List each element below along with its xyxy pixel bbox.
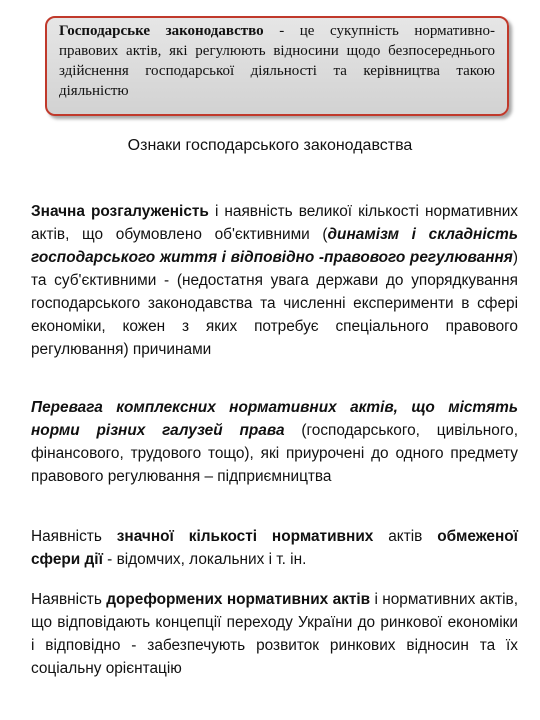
p1-text: і наявність великої кількості нормативних актів, що обумовлено об'єктивними (: [31, 203, 518, 243]
p4-text: і нормативних актів, що відповідають концепції переходу України до ринкової економіки і відповідно - забезпечують розвиток ринкових відносин та їх соціальну орієнтацію: [31, 591, 518, 677]
feature-paragraph-3: [31, 525, 518, 571]
p4-lead: Наявність: [31, 591, 107, 608]
p1-emphasis: Значна розгалуженість: [31, 203, 209, 220]
definition-term: Господарське законодавство: [59, 23, 264, 39]
p3-text: актів: [373, 528, 438, 545]
p2-emphasis: Перевага комплексних нормативних актів, що містять норми різних галузей права: [31, 399, 518, 439]
p3-emphasis-2: обмеженої сфери дії: [31, 528, 518, 568]
p1-objective-reasons: динамізм і складність господарського життя і відповідно -правового регулювання: [31, 226, 518, 266]
definition-box: [45, 16, 509, 116]
p3-text-end: - відомчих, локальних і т. ін.: [102, 551, 307, 568]
feature-paragraph-1: [31, 200, 518, 361]
p2-text: (господарського, цивільного, фінансового, трудового тощо), які приурочені до одного предмету правового регулювання – підприємництва: [31, 422, 518, 485]
p1-text-end: ) та суб'єктивними - (недостатня увага держави до упорядкування господарського законодавства та численні експерименти в сфері економіки, кожен з яких потребує спеціального правового регулювання) причинами: [31, 249, 518, 358]
p3-emphasis-1: значної кількості нормативних: [116, 528, 374, 545]
p4-emphasis: дореформених нормативних актів: [106, 591, 371, 608]
slide-title: Ознаки господарського законодавства: [127, 137, 413, 154]
p3-lead: Наявність: [31, 528, 117, 545]
definition-text: - це сукупність нормативно-правових актів, які регулюють відносини щодо безпосереднього здійснення господарської діяльності та керівництва такою діяльністю: [59, 23, 495, 99]
feature-paragraph-4: [31, 588, 518, 680]
feature-paragraph-2: [31, 396, 518, 488]
